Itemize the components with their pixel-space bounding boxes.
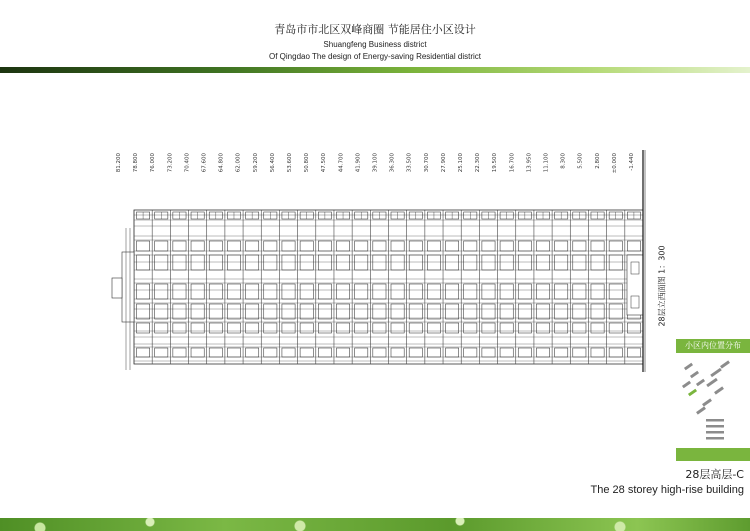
site-building-block: [706, 425, 724, 428]
site-building-block: [720, 360, 730, 368]
level-label: 41.900: [355, 153, 362, 173]
site-building-block: [690, 371, 699, 379]
level-label: 16.700: [509, 153, 516, 173]
level-label: 39.100: [372, 153, 379, 173]
level-label: 8.300: [560, 153, 567, 169]
site-building-block: [696, 379, 705, 387]
level-label: 67.600: [201, 153, 208, 173]
title-english-line-1: Shuangfeng Business district: [323, 40, 427, 49]
level-label: 70.400: [184, 153, 191, 173]
building-name-english: The 28 storey high-rise building: [590, 484, 744, 496]
level-label: 33.500: [406, 153, 413, 173]
level-label: 50.800: [304, 153, 311, 173]
footer-foliage-band: [0, 518, 750, 531]
entrance-block: [122, 252, 134, 322]
level-label: 2.800: [594, 153, 601, 169]
level-label: ±0.000: [611, 153, 618, 174]
level-label: 64.800: [218, 153, 225, 173]
level-label: 62.000: [235, 153, 242, 173]
site-building-block: [706, 431, 724, 434]
site-building-block: [684, 363, 693, 371]
level-label: 27.900: [440, 153, 447, 173]
level-label: 30.700: [423, 153, 430, 173]
level-label: 53.600: [287, 153, 293, 173]
site-building-block: [682, 381, 691, 389]
elevation-label-text: 28层立西面图 1：300: [657, 245, 667, 327]
site-building-block: [706, 419, 724, 422]
site-location-map: [676, 353, 750, 446]
site-building-block: [688, 389, 697, 397]
site-building-block: [710, 368, 722, 377]
level-label: 47.500: [321, 153, 328, 173]
level-label: 76.000: [150, 153, 157, 173]
site-building-block: [696, 406, 706, 414]
site-building-block: [706, 437, 724, 440]
level-label: 13.950: [526, 153, 533, 173]
elevation-label: [650, 238, 674, 333]
level-label: 22.300: [475, 153, 482, 173]
level-label: 19.500: [492, 153, 499, 173]
location-panel-bar: [676, 448, 750, 461]
title-english-line-2: Of Qingdao The design of Energy-saving Residential district: [269, 52, 481, 61]
entrance-canopy: [112, 278, 122, 298]
location-panel: [676, 339, 750, 446]
location-panel-title: 小区内位置分布: [676, 339, 750, 353]
level-label: 5.500: [577, 153, 584, 169]
site-building-block: [702, 398, 712, 406]
level-label: 81.200: [116, 153, 122, 173]
level-label: 36.300: [389, 153, 396, 173]
level-label: 25.100: [458, 153, 464, 173]
level-label: 11.100: [543, 153, 550, 173]
level-label: 59.200: [252, 153, 259, 173]
building-name-chinese: 28层高层-C: [685, 468, 744, 481]
level-label: -1.440: [629, 153, 635, 171]
title-chinese: 青岛市市北区双峰商圈 节能居住小区设计: [274, 23, 476, 36]
level-label: 44.700: [338, 153, 345, 173]
level-label: 56.400: [269, 153, 276, 173]
site-building-block: [706, 378, 718, 387]
stair-core: [627, 255, 643, 315]
level-label: 78.800: [133, 153, 140, 173]
site-building-block: [714, 386, 724, 394]
level-label: 73.200: [167, 153, 174, 173]
